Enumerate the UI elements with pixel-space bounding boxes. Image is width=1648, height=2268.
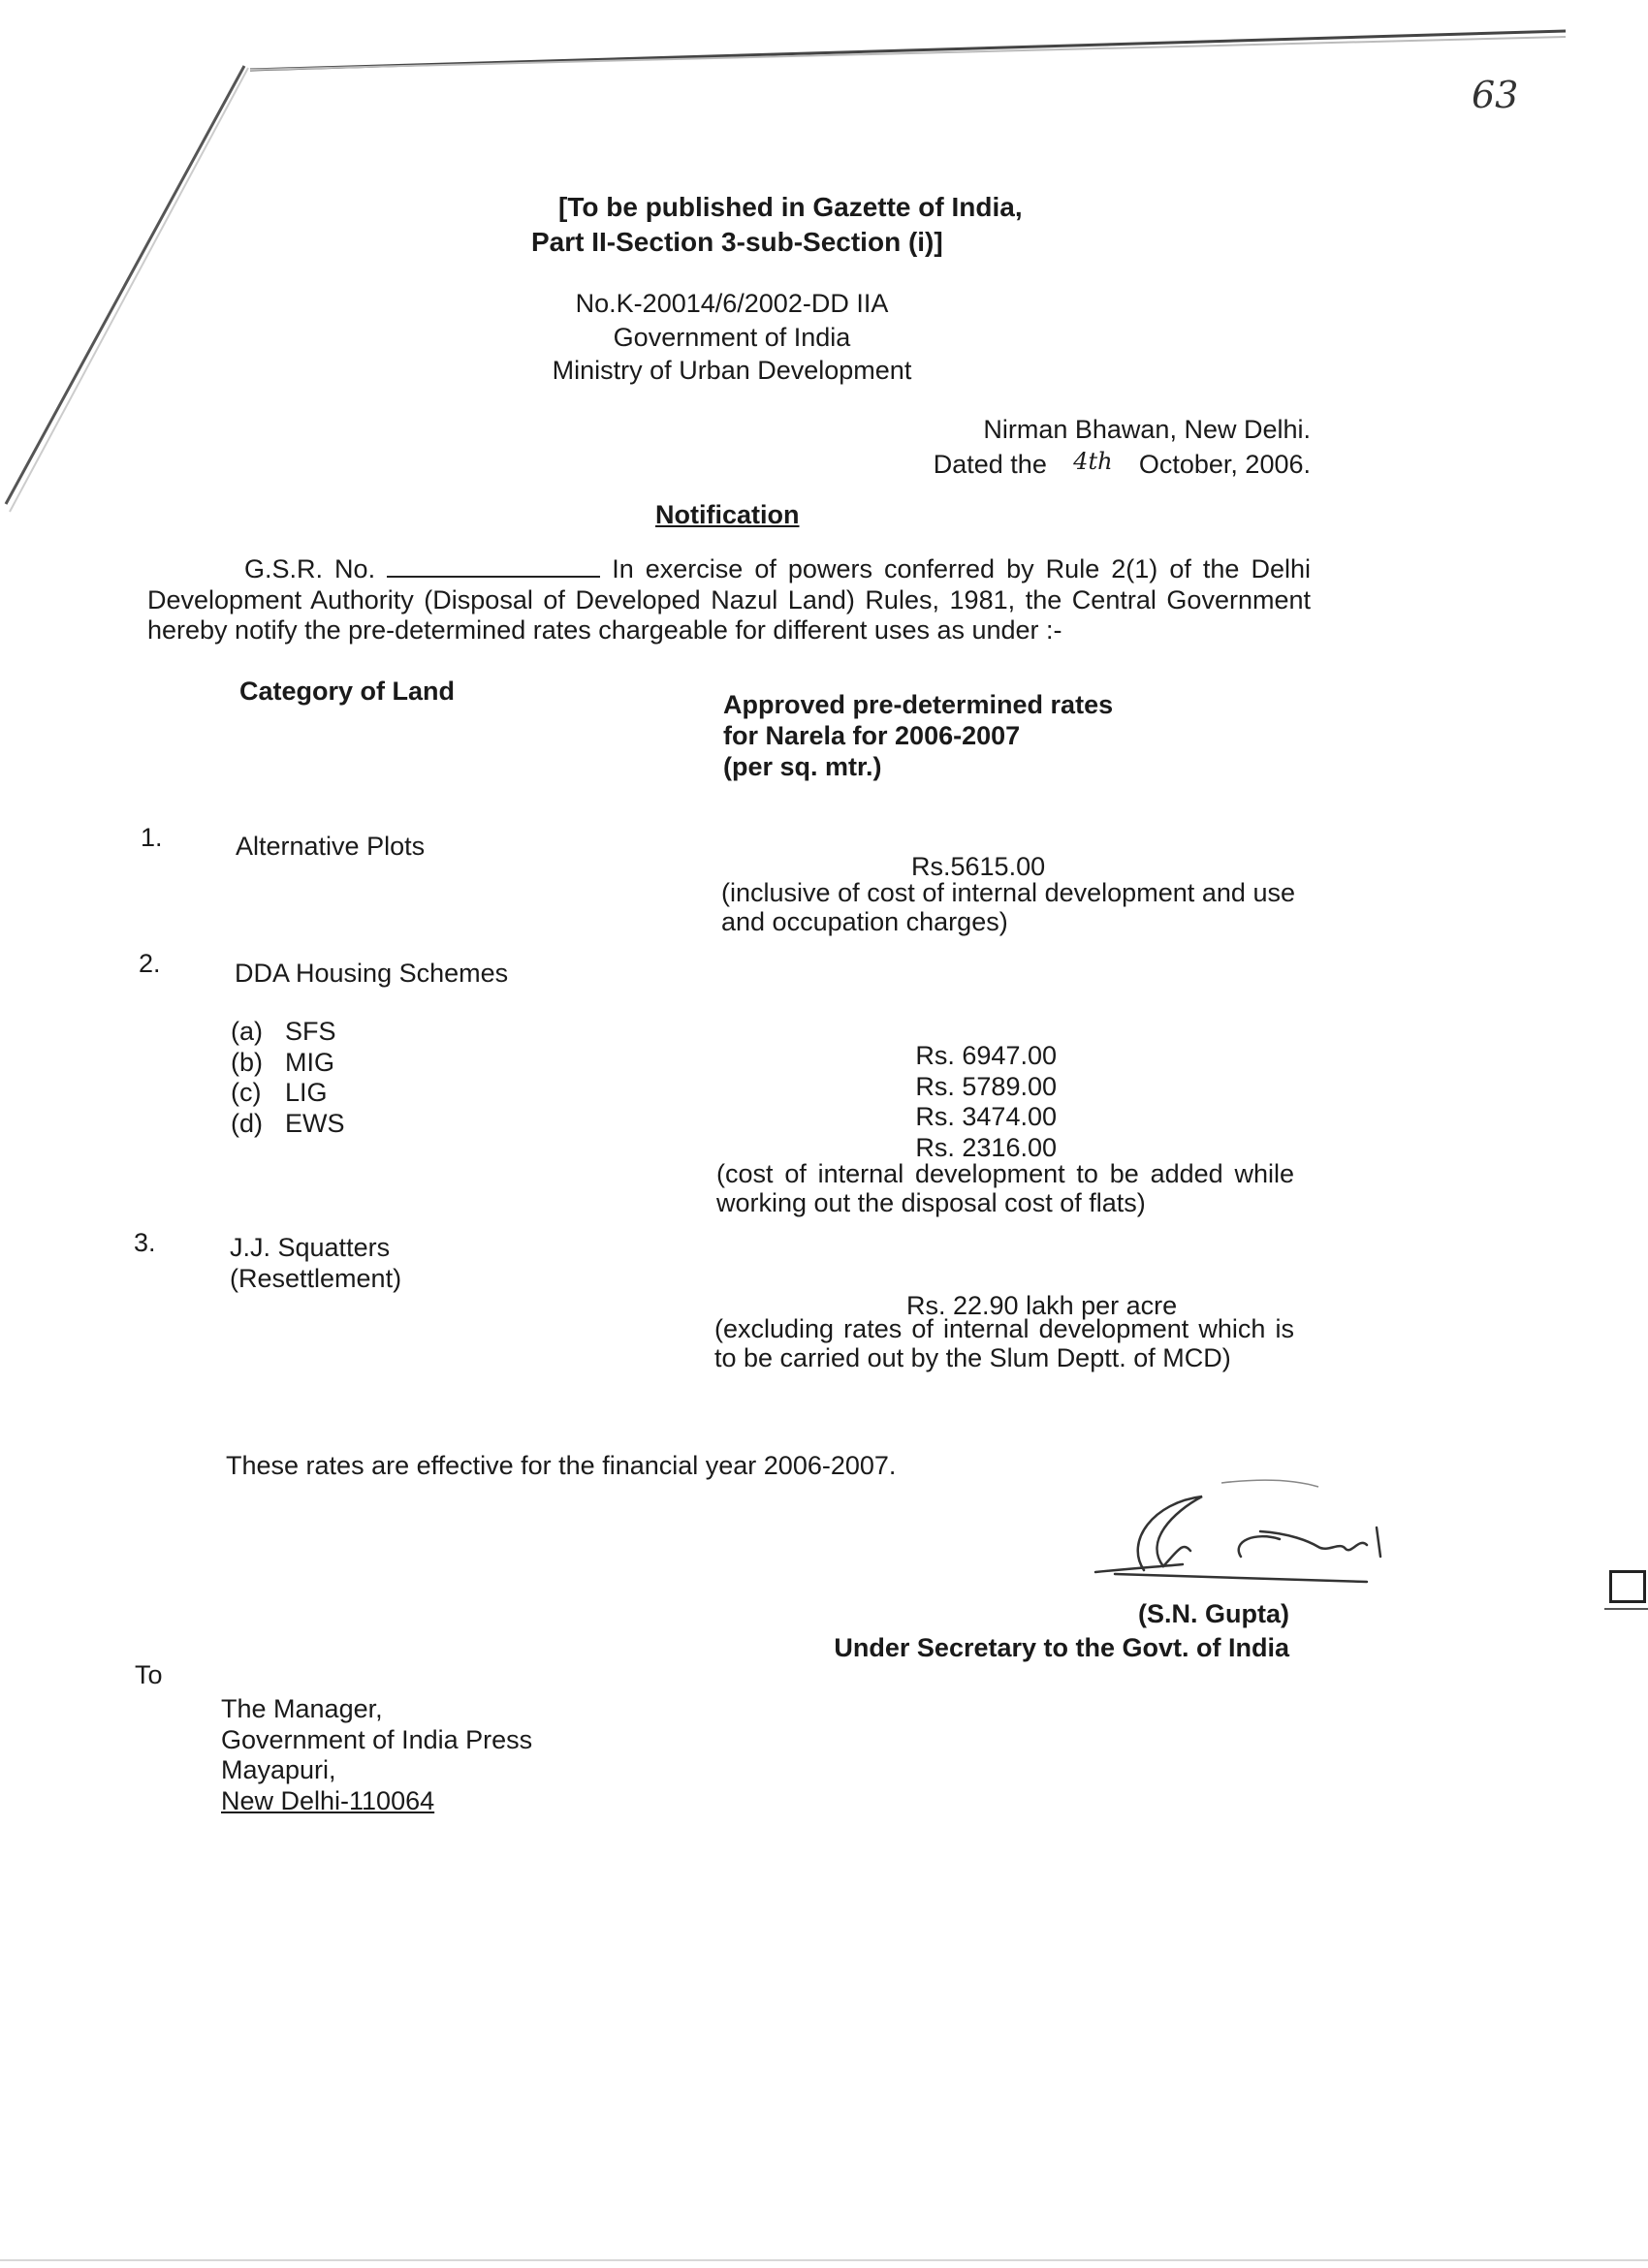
address-line-1: The Manager,: [221, 1694, 383, 1723]
item-2-note: (cost of internal development to be added while working out the disposal cost of flats): [716, 1159, 1294, 1218]
item-3-name-line-1: J.J. Squatters: [230, 1233, 391, 1262]
item-2-sub-list: [231, 1017, 345, 1139]
item-3-rate: Rs. 22.90 lakh per acre: [906, 1291, 1178, 1320]
rates-header-line-3: (per sq. mtr.): [723, 751, 882, 781]
sub-item-d: (d) EWS: [231, 1108, 345, 1138]
to-label: To: [135, 1660, 163, 1689]
reference-number: No.K-20014/6/2002-DD IIA: [575, 289, 889, 318]
address-block: [221, 1694, 532, 1816]
sub-rate-c: Rs. 3474.00: [915, 1102, 1057, 1132]
item-3-name: [230, 1232, 401, 1295]
margin-box-mark: [1609, 1570, 1646, 1603]
rates-header-line-1: Approved pre-determined rates: [723, 690, 1114, 719]
date-line: [872, 447, 1311, 482]
signatory-title: Under Secretary to the Govt. of India: [834, 1633, 1289, 1663]
item-1-rate: Rs.5615.00: [911, 852, 1046, 881]
signatory-block: [820, 1597, 1289, 1665]
sub-item-a: (a) SFS: [231, 1017, 336, 1046]
effective-statement: These rates are effective for the financial year 2006-2007.: [226, 1451, 897, 1480]
item-1-name: Alternative Plots: [236, 832, 426, 861]
item-3-name-line-2: (Resettlement): [230, 1264, 402, 1294]
address-line-2: Government of India Press: [221, 1724, 533, 1754]
item-1-note: (inclusive of cost of internal development and use and occupation charges): [721, 878, 1295, 937]
column-header-category: Category of Land: [239, 677, 456, 706]
notification-title: Notification: [655, 500, 800, 529]
sub-rate-d: Rs. 2316.00: [915, 1132, 1057, 1162]
item-3-number: 3.: [134, 1228, 156, 1257]
item-2-name: DDA Housing Schemes: [235, 959, 509, 988]
place-date-block: [872, 413, 1311, 481]
sub-rate-a: Rs. 6947.00: [915, 1041, 1057, 1070]
sub-item-c: (c) LIG: [231, 1078, 328, 1108]
gazette-heading: [531, 190, 1035, 260]
signatory-name: (S.N. Gupta): [1138, 1599, 1289, 1628]
gazette-line-1: [To be published in Gazette of India,: [558, 192, 1023, 222]
item-3-note: (excluding rates of internal development which is to be carried out by the Slum Deptt. of MCD): [714, 1314, 1294, 1373]
item-1-number: 1.: [141, 823, 163, 852]
address-line-3: Mayapuri,: [221, 1755, 336, 1785]
gsr-label: G.S.R. No.: [244, 554, 376, 583]
signature: [1086, 1473, 1415, 1599]
rates-header-line-2: for Narela for 2006-2007: [723, 720, 1021, 750]
sub-item-b: (b) MIG: [231, 1047, 334, 1077]
sub-rate-b: Rs. 5789.00: [915, 1071, 1057, 1101]
item-2-number: 2.: [139, 949, 161, 978]
item-2-rates: [872, 1041, 1057, 1163]
notification-paragraph: [147, 554, 1311, 646]
date-prefix: Dated the: [933, 449, 1047, 479]
place: Nirman Bhawan, New Delhi.: [983, 415, 1311, 444]
column-header-rates: [723, 690, 1113, 783]
date-day-handwritten: 4th: [1073, 447, 1113, 475]
page-number: 63: [1472, 74, 1519, 116]
government-name: Government of India: [613, 322, 851, 352]
notification-body: In exercise of powers conferred by Rule 2(1) of the Delhi Development Authority (Disposal of Developed Nazul Land) Rules, 1981, the Central Government hereby notify the pre-determined rates chargeable for different uses as under :-: [147, 554, 1311, 646]
gsr-blank: [387, 554, 600, 578]
reference-block: [538, 287, 926, 388]
gazette-line-2: Part II-Section 3-sub-Section (i)]: [531, 226, 943, 257]
address-line-4: New Delhi-110064: [221, 1785, 435, 1815]
ministry-name: Ministry of Urban Development: [552, 356, 912, 386]
date-suffix: October, 2006.: [1138, 449, 1311, 479]
